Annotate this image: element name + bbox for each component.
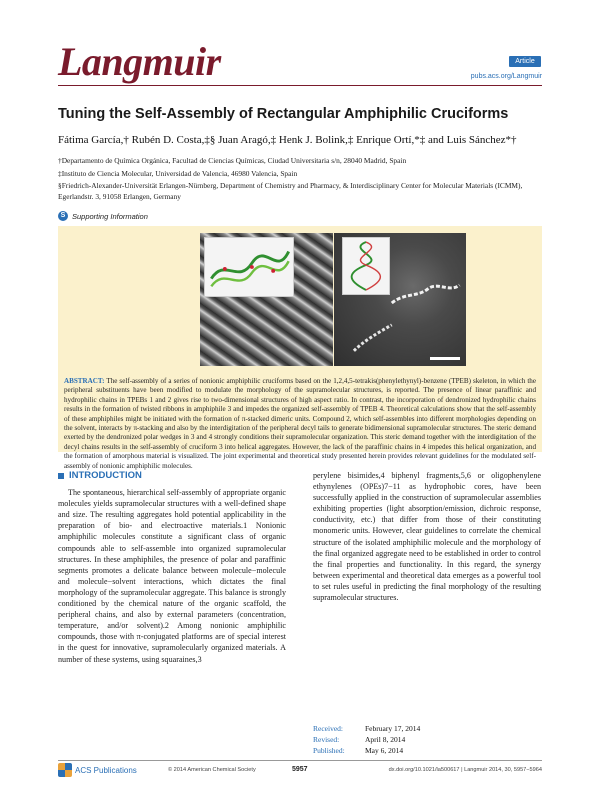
journal-url-link[interactable]: pubs.acs.org/Langmuir [470,73,542,80]
date-value: April 8, 2014 [365,735,406,744]
date-value: February 17, 2014 [365,724,421,733]
supporting-info-link[interactable] [58,211,148,221]
acs-logo-icon [58,763,72,777]
acs-publications-logo[interactable] [58,763,137,777]
journal-logo: Langmuir [58,39,221,84]
affiliation-1: †Departamento de Química Orgánica, Facultad de Ciencias Químicas, Ciudad Universitaria s/n, 28040 Madrid, Spain [58,156,407,165]
supporting-info-icon: S [58,211,68,221]
toc-graphic [200,233,466,366]
molecular-model-inset [204,237,294,297]
right-column [313,470,541,603]
affiliations [58,156,542,204]
section-title: INTRODUCTION [69,470,142,481]
date-label: Published: [313,746,345,755]
sem-image-ribbons [200,233,333,366]
helical-fiber [334,233,467,366]
author-list: Fátima García,† Rubén D. Costa,‡§ Juan Aragó,‡ Henk J. Bolink,‡ Enrique Ortí,*‡ and Luis Sánchez*† [58,134,517,146]
date-value: May 6, 2014 [365,746,404,755]
abstract-text-block [64,377,536,471]
introduction-heading [58,470,286,481]
publisher-name: ACS Publications [75,765,137,775]
footer-divider [58,760,542,761]
copyright-notice: © 2014 American Chemical Society [168,767,256,773]
sem-image-helices [334,233,467,366]
intro-paragraph-left: The spontaneous, hierarchical self-assembly of appropriate organic molecules yields supramolecular structures with a well-defined shape and size. The resulting aggregates hold potential applicability in the preparation of bio- and electroactive materials.1 Nonionic amphiphilic molecules constitute a significant class of organic compounds able to self-assemble into organized supramolecular structures. In these amphiphiles, the presence of polar and paraffinic segments promotes a delicate balance between molecule−molecule and molecule−solvent interactions, which dictates the final morphology of the supramolecular aggregate. This balance is strongly conditioned by the chemical nature of the organic scaffold, the peripheral chains, and also by external parameters (concentration, temperature, and/or solvent).2 Among nonionic amphiphilic compounds, those with π-conjugated platforms are of special interest in the quest for innovative, supramolecularly organized materials. A number of these systems, using squaraines,3 [58,488,286,664]
page-number: 5957 [292,766,308,773]
date-label: Revised: [313,735,340,744]
date-received [313,723,420,734]
affiliation-2: ‡Instituto de Ciencia Molecular, Universidad de Valencia, 46980 Valencia, Spain [58,168,298,178]
article-title: Tuning the Self-Assembly of Rectangular Amphiphilic Cruciforms [58,106,509,122]
abstract-text: The self-assembly of a series of nonionic amphiphilic cruciforms based on the 1,2,4,5-tetrakis(phenylethynyl)-benzene (TPEB) skeleton, in which the peripheral substituents have been modified to modulate the morphology of the supramolecular structures, is reported. The presence of linear paraffinic and hydrophilic chains in TPEBs 1 and 2 gives rise to two-dimensional structures of high aspect ratio. In contrast, the incorporation of dendronized hydrophilic chains results in the formation of twisted ribbons in amphiphile 3 and impedes the organized self-assembly of TPEB 4. Theoretical calculations show that the self-assembly of these amphiphiles might be initiated with the formation of π-stacked dimeric units. Compound 2, which self-assembles into different morphologies depending on the solvent, interacts by π-stacking and also by the interdigitation of the peripheral decyl tails to generate bidimensional supramolecular structures. The steric demand exerted by the dendronized polar wedges in 3 and 4 strongly conditions their supramolecular organization. This steric demand together with the interdigitation of the decyl chains results in the self-assembly of cruciform 3 into helical aggregates. However, the lack of the paraffinic chains in 4 impedes this helical organization, and the formation of amorphous material is visualized. The joint experimental and theoretical study presented herein provides relevant guidelines for the modulated self-assembly of nonionic amphiphilic molecules. [64,377,536,470]
doi-link[interactable]: dx.doi.org/10.1021/la500617 | Langmuir 2014, 30, 5957−5964 [388,767,542,773]
section-bullet-icon [58,473,64,479]
date-revised [313,734,420,745]
publication-dates [313,723,420,756]
article-type-badge: Article [509,56,541,67]
supporting-info-label: Supporting Information [72,211,148,221]
intro-paragraph-right: perylene bisimides,4 biphenyl fragments,5,6 or oligophenylene ethynylenes (OPEs)7−11 as hydrophobic cores, have been successfully applied in the construction of supramolecular assemblies exhibiting properties (light absorption/emission, dichroic response, conductivity, etc.) that differ from those of their constituting monomeric units. However, clear guidelines to correlate the chemical structure of the isolated amphiphilic molecule and the morphology of the final organized aggregate need to be established in order to control the final properties and functionality. In this regard, the synergy between experimental and theoretical data emerges as a powerful tool to set rules useful in predicting the final morphology of the resulting supramolecular structures. [313,471,541,603]
left-column [58,470,286,665]
abstract-label: ABSTRACT: [64,377,105,385]
abstract-box [58,226,542,470]
header-divider [58,85,542,86]
affiliation-3: §Friedrich-Alexander-Universität Erlangen-Nürnberg, Department of Chemistry and Pharmacy, & Interdisciplinary Center for Molecular Materials (ICMM), Egerlandstr. 3, 91058 Erlangen, Germany [58,181,523,201]
scale-bar [430,357,460,360]
date-label: Received: [313,724,343,733]
date-published [313,745,420,756]
